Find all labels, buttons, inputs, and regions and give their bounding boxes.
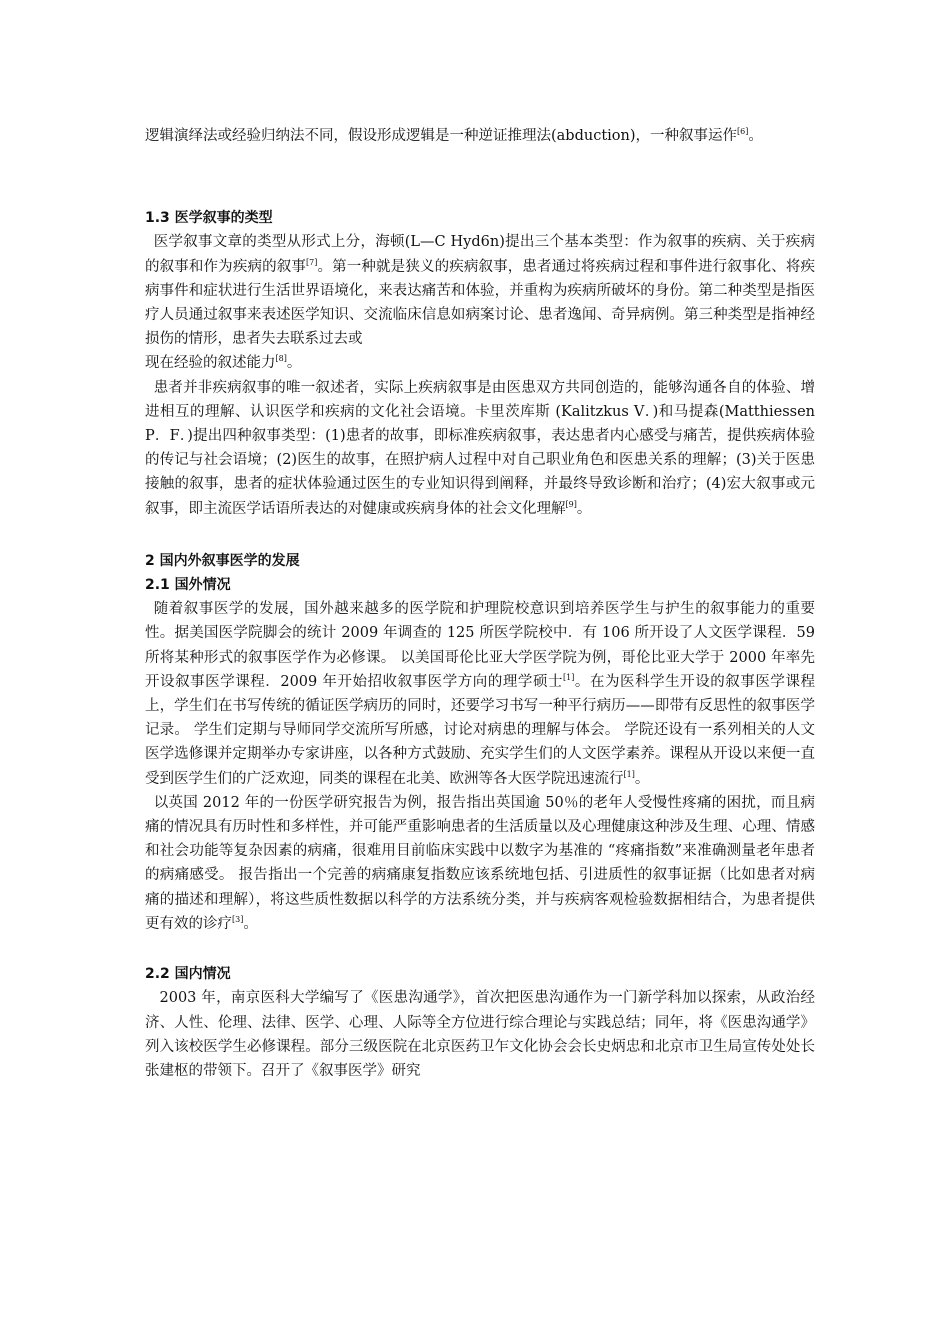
intro-text: 逻辑演绎法或经验归纳法不同，假设形成逻辑是一种逆证推理法(abduction)，一种叙事运作 <box>145 128 738 144</box>
citation-6: [6] <box>737 127 749 137</box>
section-2-2-heading: 2.2 国内情况 <box>145 966 231 983</box>
section-2-heading: 2 国内外叙事医学的发展 <box>145 552 300 569</box>
section-2-1-heading: 2.1 国外情况 <box>145 577 231 594</box>
intro-paragraph: 逻辑演绎法或经验归纳法不同，假设形成逻辑是一种逆证推理法(abduction)，一种叙事运作[6]。 <box>145 127 763 144</box>
citation-1a: [1] <box>563 673 575 683</box>
section-1-3-paragraph-1: 医学叙事文章的类型从形式上分，海顿(L—C Hyd6n)提出三个基本类型：作为叙事的疾病、关于疾病的叙事和作为疾病的叙事[7]。第一种就是狭义的疾病叙事，患者通过将疾病过程和事件进行叙事化、将疾病事件和症状进行生活世界语境化，来表达痛苦和体验，并重构为疾病所破坏的身份。第二种类型是指医疗人员通过叙事来表述医学知识、交流临床信息如病案讨论、患者逸闻、奇异病例。第三种类型是指神经损伤的情形，患者失去联系过去或 <box>145 234 816 348</box>
citation-9: [9] <box>565 499 577 509</box>
section-2-1-paragraph-2: 以英国 2012 年的一份医学研究报告为例，报告指出英国逾 50％的老年人受慢性疼痛的困扰，而且病痛的情况具有历时性和多样性，并可能严重影响患者的生活质量以及心理健康这种涉及生理、心理、情感和社会功能等复杂因素的病痛，很难用目前临床实践中以数字为基准的 “疼痛指数”来准确测量老年患者的病痛感受。 报告指出一个完善的病痛康复指数应该系统地包括、引进质性的叙事证据（比如患者对病痛的描述和理解），将这些质性数据以科学的方法系统分类，并与疾病客观检验数据相结合，为患者提供更有效的诊疗[3]。 <box>145 794 815 932</box>
citation-8: [8] <box>275 354 287 364</box>
citation-1b: [1] <box>623 769 635 779</box>
section-2-2-paragraph-1: 2003 年，南京医科大学编写了《医患沟通学》，首次把医患沟通作为一门新学科加以探索，从政治经济、人性、伦理、法律、医学、心理、人际等全方位进行综合理论与实践总结；同年，将《医患沟通学》列入该校医学生必修课程。部分三级医院在北京医药卫乍文化协会会长史炳忠和北京市卫生局宣传处处长张建枢的带领下。召开了《叙事医学》研究 <box>145 990 815 1079</box>
citation-7: [7] <box>306 257 318 267</box>
section-1-3-paragraph-1-cont: 现在经验的叙述能力[8]。 <box>145 354 302 372</box>
section-1-3-heading: 1.3 医学叙事的类型 <box>145 210 273 227</box>
section-2-1-paragraph-1: 随着叙事医学的发展，国外越来越多的医学院和护理院校意识到培养医学生与护生的叙事能力的重要性。据美国医学院脚会的统计 2009 年调查的 125 所医学院校中．有 106 所开设了人文医学课程．59 所将某种形式的叙事医学作为必修课。 以美国哥伦比亚大学医学院为例，哥伦比亚大学于 2000 年率先开设叙事医学课程．2009 年开始招收叙事医学方向的理学硕士[1]。在为医科学生开设的叙事医学课程上，学生们在书写传统的循证医学病历的同时，还要学习书写一种平行病历——即带有反思性的叙事医学记录。 学生们定期与导师同学交流所写所感，讨论对病患的理解与体会。 学院还设有一系列相关的人文医学选修课并定期举办专家讲座，以各种方式鼓励、充实学生们的人文医学素养。课程从开设以来便一直受到医学生们的广泛欢迎，同类的课程在北美、欧洲等各大医学院迅速流行[1]。 <box>145 601 815 787</box>
citation-3: [3] <box>232 915 244 925</box>
section-1-3-paragraph-2: 患者并非疾病叙事的唯一叙述者，实际上疾病叙事是由医患双方共同创造的，能够沟通各自的体验、增进相互的理解、认识医学和疾病的文化社会语境。卡里茨库斯 (Kalitzkus V．)和马提森(Matthiessen P．F．)提出四种叙事类型：(1)患者的故事，即标准疾病叙事，表达患者内心感受与痛苦，提供疾病体验的传记与社会语境；(2)医生的故事，在照护病人过程中对自己职业角色和医患关系的理解；(3)关于医患接触的叙事，患者的症状体验通过医生的专业知识得到阐释，并最终导致诊断和治疗；(4)宏大叙事或元叙事，即主流医学话语所表达的对健康或疾病身体的社会文化理解[9]。 <box>145 379 815 517</box>
document-page <box>145 124 815 1083</box>
